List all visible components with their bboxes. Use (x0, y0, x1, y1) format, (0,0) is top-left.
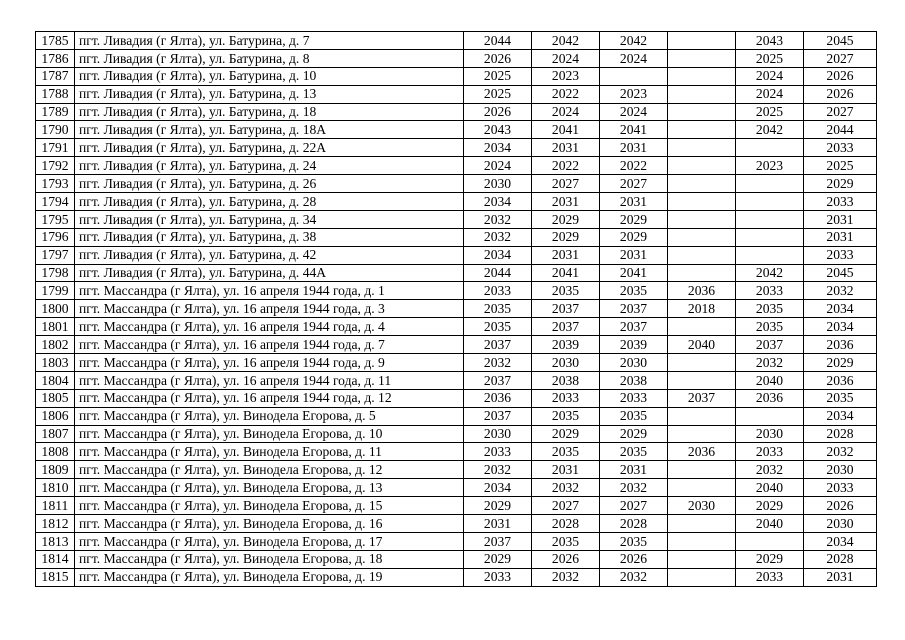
year-cell-2: 2031 (532, 139, 600, 157)
year-cell-6: 2029 (804, 354, 877, 372)
row-number-cell: 1808 (36, 443, 75, 461)
address-cell: пгт. Ливадия (г Ялта), ул. Батурина, д. 28 (75, 193, 464, 211)
address-cell: пгт. Ливадия (г Ялта), ул. Батурина, д. 7 (75, 32, 464, 50)
year-cell-6: 2028 (804, 425, 877, 443)
year-cell-4 (668, 67, 736, 85)
year-cell-1: 2033 (464, 568, 532, 586)
address-cell: пгт. Ливадия (г Ялта), ул. Батурина, д. 22А (75, 139, 464, 157)
year-cell-5: 2035 (736, 300, 804, 318)
year-cell-2: 2031 (532, 246, 600, 264)
year-cell-3: 2041 (600, 264, 668, 282)
year-cell-5: 2042 (736, 121, 804, 139)
row-number-cell: 1802 (36, 336, 75, 354)
year-cell-6: 2032 (804, 443, 877, 461)
year-cell-1: 2037 (464, 407, 532, 425)
year-cell-4 (668, 479, 736, 497)
table-row (36, 193, 877, 211)
year-cell-5: 2025 (736, 49, 804, 67)
year-cell-2: 2029 (532, 210, 600, 228)
table-row (36, 354, 877, 372)
row-number-cell: 1786 (36, 49, 75, 67)
year-cell-5: 2043 (736, 32, 804, 50)
year-cell-1: 2033 (464, 282, 532, 300)
year-cell-4 (668, 568, 736, 586)
year-cell-5 (736, 246, 804, 264)
year-cell-1: 2032 (464, 210, 532, 228)
year-cell-4 (668, 407, 736, 425)
row-number-cell: 1807 (36, 425, 75, 443)
year-cell-5 (736, 532, 804, 550)
table-row (36, 32, 877, 50)
year-cell-2: 2032 (532, 568, 600, 586)
row-number-cell: 1806 (36, 407, 75, 425)
year-cell-5 (736, 228, 804, 246)
row-number-cell: 1795 (36, 210, 75, 228)
address-cell: пгт. Массандра (г Ялта), ул. Винодела Егорова, д. 12 (75, 461, 464, 479)
year-cell-1: 2035 (464, 300, 532, 318)
year-cell-2: 2033 (532, 389, 600, 407)
year-cell-1: 2026 (464, 49, 532, 67)
address-cell: пгт. Массандра (г Ялта), ул. Винодела Егорова, д. 15 (75, 497, 464, 515)
year-cell-5: 2032 (736, 354, 804, 372)
year-cell-6: 2027 (804, 49, 877, 67)
year-cell-2: 2024 (532, 49, 600, 67)
year-cell-6: 2028 (804, 550, 877, 568)
year-cell-4 (668, 175, 736, 193)
year-cell-4 (668, 49, 736, 67)
year-cell-3: 2038 (600, 371, 668, 389)
table-row (36, 300, 877, 318)
address-cell: пгт. Ливадия (г Ялта), ул. Батурина, д. 13 (75, 85, 464, 103)
table-row (36, 407, 877, 425)
year-cell-5: 2032 (736, 461, 804, 479)
address-cell: пгт. Массандра (г Ялта), ул. 16 апреля 1944 года, д. 4 (75, 318, 464, 336)
year-cell-5: 2040 (736, 515, 804, 533)
address-cell: пгт. Ливадия (г Ялта), ул. Батурина, д. 18А (75, 121, 464, 139)
year-cell-3: 2035 (600, 282, 668, 300)
address-cell: пгт. Массандра (г Ялта), ул. 16 апреля 1944 года, д. 1 (75, 282, 464, 300)
table-row (36, 425, 877, 443)
year-cell-6: 2031 (804, 568, 877, 586)
row-number-cell: 1801 (36, 318, 75, 336)
year-cell-2: 2031 (532, 193, 600, 211)
year-cell-5: 2024 (736, 85, 804, 103)
table-body (36, 32, 877, 587)
year-cell-4 (668, 461, 736, 479)
table-row (36, 371, 877, 389)
year-cell-1: 2044 (464, 32, 532, 50)
year-cell-3: 2041 (600, 121, 668, 139)
year-cell-4 (668, 210, 736, 228)
address-cell: пгт. Ливадия (г Ялта), ул. Батурина, д. 18 (75, 103, 464, 121)
year-cell-5 (736, 175, 804, 193)
year-cell-4: 2036 (668, 443, 736, 461)
year-cell-3: 2028 (600, 515, 668, 533)
year-cell-2: 2029 (532, 425, 600, 443)
row-number-cell: 1793 (36, 175, 75, 193)
year-cell-5: 2030 (736, 425, 804, 443)
year-cell-6: 2035 (804, 389, 877, 407)
table-row (36, 497, 877, 515)
year-cell-4 (668, 157, 736, 175)
year-cell-1: 2033 (464, 443, 532, 461)
year-cell-3: 2035 (600, 532, 668, 550)
year-cell-4 (668, 550, 736, 568)
year-cell-3: 2042 (600, 32, 668, 50)
year-cell-2: 2041 (532, 121, 600, 139)
year-cell-6: 2034 (804, 532, 877, 550)
year-cell-6: 2036 (804, 336, 877, 354)
year-cell-6: 2045 (804, 264, 877, 282)
address-cell: пгт. Ливадия (г Ялта), ул. Батурина, д. 24 (75, 157, 464, 175)
year-cell-3: 2031 (600, 461, 668, 479)
year-cell-5: 2029 (736, 550, 804, 568)
table-row (36, 139, 877, 157)
row-number-cell: 1789 (36, 103, 75, 121)
year-cell-3: 2022 (600, 157, 668, 175)
year-cell-5 (736, 210, 804, 228)
address-cell: пгт. Массандра (г Ялта), ул. 16 апреля 1944 года, д. 12 (75, 389, 464, 407)
year-cell-1: 2025 (464, 85, 532, 103)
year-cell-2: 2041 (532, 264, 600, 282)
housing-repair-schedule-table (35, 31, 877, 587)
year-cell-5: 2033 (736, 443, 804, 461)
row-number-cell: 1809 (36, 461, 75, 479)
year-cell-4 (668, 318, 736, 336)
year-cell-3: 2031 (600, 193, 668, 211)
year-cell-1: 2034 (464, 246, 532, 264)
row-number-cell: 1791 (36, 139, 75, 157)
year-cell-3: 2032 (600, 479, 668, 497)
year-cell-3: 2029 (600, 228, 668, 246)
year-cell-4 (668, 246, 736, 264)
year-cell-4 (668, 139, 736, 157)
year-cell-5: 2033 (736, 282, 804, 300)
year-cell-1: 2032 (464, 228, 532, 246)
year-cell-2: 2024 (532, 103, 600, 121)
table-row (36, 264, 877, 282)
year-cell-2: 2022 (532, 157, 600, 175)
year-cell-3: 2024 (600, 49, 668, 67)
year-cell-4 (668, 121, 736, 139)
year-cell-4 (668, 515, 736, 533)
table-row (36, 479, 877, 497)
year-cell-1: 2034 (464, 193, 532, 211)
row-number-cell: 1796 (36, 228, 75, 246)
table-row (36, 49, 877, 67)
row-number-cell: 1800 (36, 300, 75, 318)
year-cell-1: 2030 (464, 425, 532, 443)
address-cell: пгт. Массандра (г Ялта), ул. 16 апреля 1944 года, д. 11 (75, 371, 464, 389)
year-cell-6: 2044 (804, 121, 877, 139)
year-cell-1: 2037 (464, 336, 532, 354)
table-row (36, 121, 877, 139)
row-number-cell: 1794 (36, 193, 75, 211)
table-row (36, 175, 877, 193)
year-cell-3: 2031 (600, 139, 668, 157)
address-cell: пгт. Массандра (г Ялта), ул. Винодела Егорова, д. 5 (75, 407, 464, 425)
address-cell: пгт. Массандра (г Ялта), ул. Винодела Егорова, д. 18 (75, 550, 464, 568)
year-cell-2: 2035 (532, 282, 600, 300)
year-cell-3: 2037 (600, 318, 668, 336)
year-cell-2: 2029 (532, 228, 600, 246)
year-cell-3: 2023 (600, 85, 668, 103)
year-cell-4 (668, 228, 736, 246)
address-cell: пгт. Массандра (г Ялта), ул. Винодела Егорова, д. 19 (75, 568, 464, 586)
year-cell-6: 2026 (804, 67, 877, 85)
year-cell-4 (668, 32, 736, 50)
address-cell: пгт. Массандра (г Ялта), ул. Винодела Егорова, д. 10 (75, 425, 464, 443)
year-cell-4 (668, 354, 736, 372)
year-cell-4 (668, 264, 736, 282)
table-row (36, 568, 877, 586)
year-cell-3 (600, 67, 668, 85)
year-cell-4: 2036 (668, 282, 736, 300)
year-cell-6: 2045 (804, 32, 877, 50)
year-cell-1: 2030 (464, 175, 532, 193)
address-cell: пгт. Ливадия (г Ялта), ул. Батурина, д. 44А (75, 264, 464, 282)
year-cell-6: 2025 (804, 157, 877, 175)
year-cell-1: 2043 (464, 121, 532, 139)
row-number-cell: 1792 (36, 157, 75, 175)
address-cell: пгт. Ливадия (г Ялта), ул. Батурина, д. 42 (75, 246, 464, 264)
year-cell-2: 2027 (532, 497, 600, 515)
year-cell-5: 2040 (736, 371, 804, 389)
year-cell-5: 2024 (736, 67, 804, 85)
year-cell-5 (736, 139, 804, 157)
year-cell-5: 2025 (736, 103, 804, 121)
year-cell-1: 2034 (464, 139, 532, 157)
year-cell-6: 2031 (804, 210, 877, 228)
year-cell-2: 2030 (532, 354, 600, 372)
table-row (36, 103, 877, 121)
address-cell: пгт. Массандра (г Ялта), ул. Винодела Егорова, д. 11 (75, 443, 464, 461)
year-cell-3: 2033 (600, 389, 668, 407)
year-cell-4 (668, 193, 736, 211)
row-number-cell: 1788 (36, 85, 75, 103)
table-row (36, 318, 877, 336)
year-cell-2: 2027 (532, 175, 600, 193)
year-cell-3: 2039 (600, 336, 668, 354)
year-cell-4 (668, 532, 736, 550)
year-cell-1: 2025 (464, 67, 532, 85)
table-row (36, 389, 877, 407)
table-row (36, 336, 877, 354)
address-cell: пгт. Массандра (г Ялта), ул. 16 апреля 1944 года, д. 9 (75, 354, 464, 372)
address-cell: пгт. Массандра (г Ялта), ул. Винодела Егорова, д. 17 (75, 532, 464, 550)
year-cell-3: 2031 (600, 246, 668, 264)
year-cell-1: 2032 (464, 461, 532, 479)
year-cell-2: 2026 (532, 550, 600, 568)
table-row (36, 210, 877, 228)
year-cell-1: 2044 (464, 264, 532, 282)
year-cell-4 (668, 425, 736, 443)
year-cell-2: 2037 (532, 300, 600, 318)
year-cell-6: 2026 (804, 85, 877, 103)
row-number-cell: 1799 (36, 282, 75, 300)
address-cell: пгт. Массандра (г Ялта), ул. Винодела Егорова, д. 13 (75, 479, 464, 497)
table-row (36, 246, 877, 264)
address-cell: пгт. Ливадия (г Ялта), ул. Батурина, д. 10 (75, 67, 464, 85)
year-cell-6: 2032 (804, 282, 877, 300)
table-row (36, 157, 877, 175)
year-cell-3: 2026 (600, 550, 668, 568)
row-number-cell: 1798 (36, 264, 75, 282)
address-cell: пгт. Массандра (г Ялта), ул. Винодела Егорова, д. 16 (75, 515, 464, 533)
year-cell-1: 2031 (464, 515, 532, 533)
table-row (36, 461, 877, 479)
table-row (36, 532, 877, 550)
address-cell: пгт. Ливадия (г Ялта), ул. Батурина, д. 26 (75, 175, 464, 193)
year-cell-5 (736, 193, 804, 211)
year-cell-3: 2035 (600, 443, 668, 461)
year-cell-1: 2029 (464, 550, 532, 568)
year-cell-6: 2033 (804, 479, 877, 497)
year-cell-5: 2029 (736, 497, 804, 515)
year-cell-3: 2024 (600, 103, 668, 121)
row-number-cell: 1804 (36, 371, 75, 389)
row-number-cell: 1814 (36, 550, 75, 568)
year-cell-6: 2033 (804, 246, 877, 264)
year-cell-2: 2035 (532, 443, 600, 461)
table-row (36, 515, 877, 533)
address-cell: пгт. Ливадия (г Ялта), ул. Батурина, д. 38 (75, 228, 464, 246)
row-number-cell: 1785 (36, 32, 75, 50)
address-cell: пгт. Ливадия (г Ялта), ул. Батурина, д. 8 (75, 49, 464, 67)
year-cell-2: 2022 (532, 85, 600, 103)
year-cell-6: 2027 (804, 103, 877, 121)
year-cell-4 (668, 103, 736, 121)
table-row (36, 67, 877, 85)
year-cell-3: 2029 (600, 425, 668, 443)
year-cell-6: 2031 (804, 228, 877, 246)
year-cell-4: 2040 (668, 336, 736, 354)
year-cell-4: 2030 (668, 497, 736, 515)
row-number-cell: 1787 (36, 67, 75, 85)
address-cell: пгт. Ливадия (г Ялта), ул. Батурина, д. 34 (75, 210, 464, 228)
year-cell-1: 2036 (464, 389, 532, 407)
row-number-cell: 1805 (36, 389, 75, 407)
year-cell-6: 2034 (804, 318, 877, 336)
row-number-cell: 1813 (36, 532, 75, 550)
year-cell-2: 2032 (532, 479, 600, 497)
year-cell-2: 2028 (532, 515, 600, 533)
year-cell-1: 2034 (464, 479, 532, 497)
year-cell-1: 2029 (464, 497, 532, 515)
row-number-cell: 1803 (36, 354, 75, 372)
row-number-cell: 1797 (36, 246, 75, 264)
year-cell-5: 2035 (736, 318, 804, 336)
year-cell-1: 2037 (464, 532, 532, 550)
year-cell-5: 2040 (736, 479, 804, 497)
year-cell-4 (668, 371, 736, 389)
year-cell-4: 2037 (668, 389, 736, 407)
year-cell-3: 2027 (600, 175, 668, 193)
year-cell-1: 2024 (464, 157, 532, 175)
year-cell-6: 2030 (804, 461, 877, 479)
year-cell-6: 2033 (804, 193, 877, 211)
address-cell: пгт. Массандра (г Ялта), ул. 16 апреля 1944 года, д. 7 (75, 336, 464, 354)
year-cell-2: 2023 (532, 67, 600, 85)
row-number-cell: 1810 (36, 479, 75, 497)
year-cell-3: 2029 (600, 210, 668, 228)
year-cell-1: 2037 (464, 371, 532, 389)
table-row (36, 550, 877, 568)
year-cell-6: 2029 (804, 175, 877, 193)
year-cell-6: 2030 (804, 515, 877, 533)
table-row (36, 443, 877, 461)
year-cell-5: 2033 (736, 568, 804, 586)
year-cell-6: 2033 (804, 139, 877, 157)
year-cell-5: 2023 (736, 157, 804, 175)
year-cell-3: 2027 (600, 497, 668, 515)
year-cell-6: 2036 (804, 371, 877, 389)
year-cell-2: 2035 (532, 407, 600, 425)
year-cell-1: 2032 (464, 354, 532, 372)
year-cell-6: 2026 (804, 497, 877, 515)
table-row (36, 85, 877, 103)
year-cell-5: 2037 (736, 336, 804, 354)
address-cell: пгт. Массандра (г Ялта), ул. 16 апреля 1944 года, д. 3 (75, 300, 464, 318)
year-cell-3: 2037 (600, 300, 668, 318)
year-cell-1: 2035 (464, 318, 532, 336)
year-cell-4 (668, 85, 736, 103)
year-cell-2: 2042 (532, 32, 600, 50)
year-cell-5 (736, 407, 804, 425)
row-number-cell: 1811 (36, 497, 75, 515)
year-cell-3: 2032 (600, 568, 668, 586)
year-cell-6: 2034 (804, 300, 877, 318)
year-cell-2: 2038 (532, 371, 600, 389)
year-cell-5: 2042 (736, 264, 804, 282)
table-row (36, 282, 877, 300)
year-cell-5: 2036 (736, 389, 804, 407)
year-cell-4: 2018 (668, 300, 736, 318)
year-cell-2: 2039 (532, 336, 600, 354)
year-cell-6: 2034 (804, 407, 877, 425)
row-number-cell: 1815 (36, 568, 75, 586)
year-cell-2: 2037 (532, 318, 600, 336)
table-row (36, 228, 877, 246)
row-number-cell: 1790 (36, 121, 75, 139)
row-number-cell: 1812 (36, 515, 75, 533)
year-cell-3: 2030 (600, 354, 668, 372)
year-cell-2: 2031 (532, 461, 600, 479)
year-cell-1: 2026 (464, 103, 532, 121)
year-cell-3: 2035 (600, 407, 668, 425)
year-cell-2: 2035 (532, 532, 600, 550)
